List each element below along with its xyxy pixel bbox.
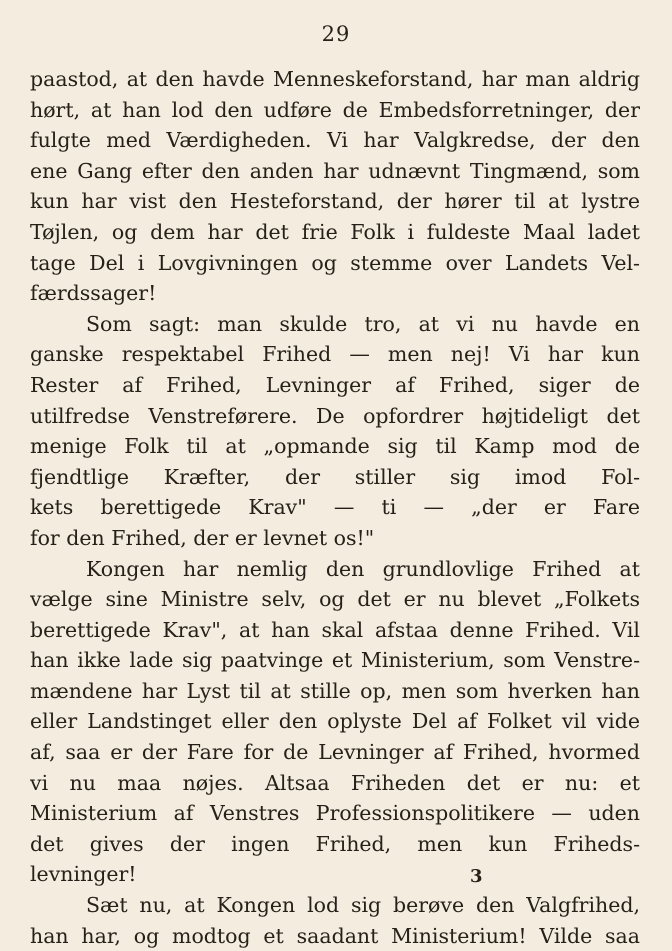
text-line: han ikke lade sig paatvinge et Ministerium, som Venstre- xyxy=(30,648,640,673)
paragraph-start-line: Sæt nu, at Kongen lod sig berøve den Valgfrihed, xyxy=(86,893,640,918)
text-line: færdssager! xyxy=(30,281,157,306)
text-line: hørt, at han lod den udføre de Embedsforretninger, der xyxy=(30,97,640,122)
text-line: menige Folk til at „opmande sig til Kamp mod de xyxy=(30,434,640,459)
text-line: ganske respektabel Frihed — men nej! Vi har kun xyxy=(30,342,640,367)
text-line: vi nu maa nøjes. Altsaa Friheden det er nu: et xyxy=(30,770,640,795)
text-line: mændene har Lyst til at stille op, men som hverken han xyxy=(30,678,640,703)
text-line: berettigede Krav", at han skal afstaa denne Frihed. Vil xyxy=(30,617,640,642)
text-line: Tøjlen, og dem har det frie Folk i fuldeste Maal ladet xyxy=(30,219,640,244)
text-line: fjendtlige Kræfter, der stiller sig imod Fol- xyxy=(30,464,640,489)
text-line: han har, og modtog et saadant Ministerium! Vilde saa xyxy=(30,923,640,948)
page-number: 29 xyxy=(321,22,351,46)
text-line: fulgte med Værdigheden. Vi har Valgkredse, der den xyxy=(30,128,640,153)
text-line: paastod, at den havde Menneskeforstand, har man aldrig xyxy=(30,67,640,91)
text-line: tage Del i Lovgivningen og stemme over Landets Vel- xyxy=(30,250,640,275)
body-text xyxy=(30,64,640,951)
text-line: Ministerium af Venstres Professionspolitikere — uden xyxy=(30,801,640,826)
paragraph-start-line: Kongen har nemlig den grundlovlige Frihed at xyxy=(86,556,640,581)
text-line: af, saa er der Fare for de Levninger af Frihed, hvormed xyxy=(30,740,640,765)
text-line: kun har vist den Hesteforstand, der hører til at lystre xyxy=(30,189,640,214)
text-line: Rester af Frihed, Levninger af Frihed, siger de xyxy=(30,372,640,397)
text-line: utilfredse Venstreførere. De opfordrer højtideligt det xyxy=(30,403,640,428)
text-line: levninger! xyxy=(30,862,137,887)
signature-mark: 3 xyxy=(470,866,483,887)
text-line: eller Landstinget eller den oplyste Del af Folket vil vide xyxy=(30,709,640,734)
text-line: kets berettigede Krav" — ti — „der er Fare xyxy=(30,495,640,520)
text-line: ene Gang efter den anden har udnævnt Tingmænd, som xyxy=(30,158,640,183)
paragraph-start-line: Som sagt: man skulde tro, at vi nu havde en xyxy=(86,311,640,336)
text-line: vælge sine Ministre selv, og det er nu blevet „Folkets xyxy=(30,587,640,612)
text-line: for den Frihed, der er levnet os!" xyxy=(30,525,375,550)
text-line: det gives der ingen Frihed, men kun Friheds- xyxy=(30,831,640,856)
